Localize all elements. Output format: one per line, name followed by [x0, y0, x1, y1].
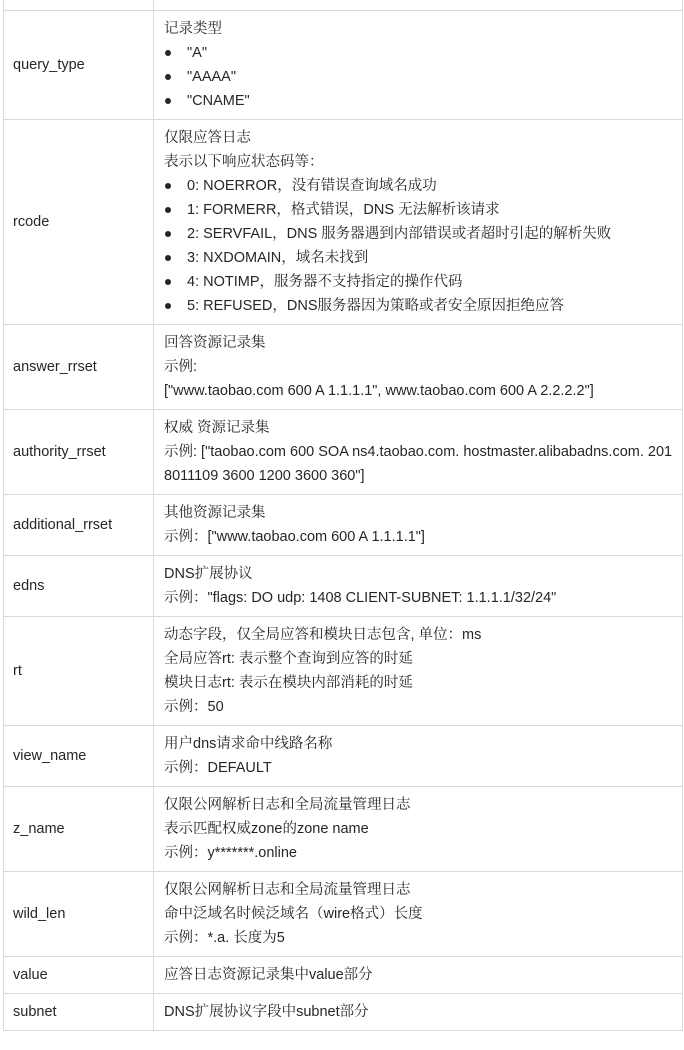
list-item-text: 0: NOERROR，没有错误查询域名成功 [187, 178, 437, 194]
table-row-authority_rrset [4, 410, 683, 495]
field-name: edns [13, 578, 45, 594]
list-item [164, 65, 682, 89]
field-desc-cell [154, 726, 683, 787]
bullet-icon [165, 74, 171, 80]
desc-line: 表示以下响应状态码等： [164, 154, 324, 170]
bullet-icon [165, 207, 171, 213]
table-row-subnet [4, 994, 683, 1031]
desc-line: DNS扩展协议字段中subnet部分 [164, 1004, 369, 1020]
table-row-z_name [4, 787, 683, 872]
bullet-icon [165, 183, 171, 189]
desc-line: 示例：["www.taobao.com 600 A 1.1.1.1"] [164, 529, 425, 545]
field-name-cell [4, 11, 154, 120]
desc-line: 全局应答rt: 表示整个查询到应答的时延 [164, 651, 413, 667]
desc-line: 示例: [164, 359, 198, 375]
field-name-cell [4, 994, 154, 1031]
field-desc-cell [154, 0, 683, 11]
desc-line: 示例：*.a. 长度为5 [164, 930, 285, 946]
bullet-list [164, 174, 682, 318]
desc-line: 示例：50 [164, 699, 224, 715]
desc-line: 应答日志资源记录集中value部分 [164, 967, 373, 983]
desc-line: DNS扩展协议 [164, 566, 253, 582]
table-row-value [4, 957, 683, 994]
field-name-cell [4, 787, 154, 872]
table-row-edns [4, 556, 683, 617]
field-name-cell [4, 120, 154, 325]
desc-line: 命中泛域名时候泛域名（wire格式）长度 [164, 906, 423, 922]
field-name: wild_len [13, 906, 66, 922]
table-row-answer_rrset [4, 325, 683, 410]
desc-line: 权威 资源记录集 [164, 420, 270, 436]
field-name: rt [13, 663, 22, 679]
desc-line: 示例："flags: DO udp: 1408 CLIENT-SUBNET: 1.1.1.1/32/24" [164, 590, 557, 606]
field-desc-cell [154, 957, 683, 994]
desc-line: 模块日志rt: 表示在模块内部消耗的时延 [164, 675, 413, 691]
list-item [164, 246, 682, 270]
list-item [164, 89, 682, 113]
list-item [164, 198, 682, 222]
bullet-icon [165, 303, 171, 309]
desc-line: 仅限应答日志 [164, 130, 251, 146]
desc-line: 仅限公网解析日志和全局流量管理日志 [164, 797, 411, 813]
list-item [164, 294, 682, 318]
field-name: authority_rrset [13, 444, 106, 460]
field-desc-cell [154, 410, 683, 495]
desc-line: 示例：DEFAULT [164, 760, 272, 776]
desc-line: 动态字段，仅全局应答和模块日志包含, 单位：ms [164, 627, 482, 643]
field-name-cell [4, 872, 154, 957]
desc-line: 表示匹配权威zone的zone name [164, 821, 369, 837]
desc-line: 记录类型 [164, 21, 222, 37]
field-name: subnet [13, 1004, 57, 1020]
desc-line: ["www.taobao.com 600 A 1.1.1.1", www.taobao.com 600 A 2.2.2.2"] [164, 383, 594, 399]
table-row-wild_len [4, 872, 683, 957]
list-item [164, 270, 682, 294]
field-desc-cell [154, 325, 683, 410]
field-name: z_name [13, 821, 65, 837]
field-desc-cell [154, 617, 683, 726]
field-name-cell [4, 0, 154, 11]
field-desc-cell [154, 994, 683, 1031]
field-name: additional_rrset [13, 517, 113, 533]
desc-line: 回答资源记录集 [164, 335, 266, 351]
field-desc-cell [154, 120, 683, 325]
desc-line: 仅限公网解析日志和全局流量管理日志 [164, 882, 411, 898]
bullet-icon [165, 231, 171, 237]
field-name-cell [4, 957, 154, 994]
table-row-query_type [4, 11, 683, 120]
field-name: view_name [13, 748, 87, 764]
bullet-icon [165, 50, 171, 56]
field-name: answer_rrset [13, 359, 97, 375]
desc-line: 用户dns请求命中线路名称 [164, 736, 333, 752]
bullet-list [164, 41, 682, 113]
field-desc-cell [154, 787, 683, 872]
list-item [164, 41, 682, 65]
table-row-additional_rrset [4, 495, 683, 556]
bullet-icon [165, 255, 171, 261]
table-row-top-partial [4, 0, 683, 11]
field-name-cell [4, 556, 154, 617]
field-name-cell [4, 617, 154, 726]
list-item-text: 5: REFUSED，DNS服务器因为策略或者安全原因拒绝应答 [187, 298, 565, 314]
field-name-cell [4, 726, 154, 787]
field-name-cell [4, 495, 154, 556]
list-item-text: 1: FORMERR，格式错误，DNS 无法解析该请求 [187, 202, 500, 218]
table-row-rt [4, 617, 683, 726]
table-row-view_name [4, 726, 683, 787]
field-name: query_type [13, 57, 85, 73]
field-desc-cell [154, 11, 683, 120]
list-item [164, 174, 682, 198]
list-item-text: 4: NOTIMP，服务器不支持指定的操作代码 [187, 274, 463, 290]
desc-line: 其他资源记录集 [164, 505, 266, 521]
list-item-text: "A" [187, 45, 207, 61]
list-item [164, 222, 682, 246]
bullet-icon [165, 279, 171, 285]
field-name-cell [4, 410, 154, 495]
field-desc-cell [154, 872, 683, 957]
list-item-text: 3: NXDOMAIN，域名未找到 [187, 250, 369, 266]
list-item-text: 2: SERVFAIL，DNS 服务器遇到内部错误或者超时引起的解析失败 [187, 226, 612, 242]
list-item-text: "CNAME" [187, 93, 250, 109]
field-desc-cell [154, 556, 683, 617]
table-row-rcode [4, 120, 683, 325]
desc-line: 示例: ["taobao.com 600 SOA ns4.taobao.com. hostmaster.alibabadns.com. 2018011109 3600 1200 3600 360"] [164, 444, 673, 484]
field-name: rcode [13, 214, 50, 230]
bullet-icon [165, 98, 171, 104]
desc-line: 示例：y*******.online [164, 845, 297, 861]
field-table [3, 0, 683, 1031]
field-name: value [13, 967, 48, 983]
field-name-cell [4, 325, 154, 410]
field-desc-cell [154, 495, 683, 556]
list-item-text: "AAAA" [187, 69, 236, 85]
